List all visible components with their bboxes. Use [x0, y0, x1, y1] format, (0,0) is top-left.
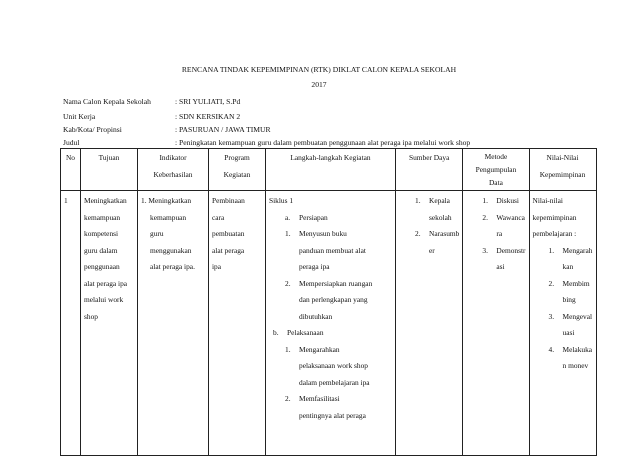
- list-number: 2.: [415, 229, 421, 238]
- meta-region: [63, 125, 271, 134]
- program-line: pembuatan: [212, 229, 245, 238]
- metode-item: 2. Wawanca: [466, 210, 525, 227]
- langkah-item: pelaksanaan work shop: [299, 361, 368, 370]
- cell-no: 1: [61, 191, 81, 456]
- langkah-item: dibutuhkan: [299, 311, 333, 321]
- tujuan-line: penggunaan: [84, 262, 120, 271]
- list-number: 2.: [285, 394, 291, 403]
- rtk-table: [60, 148, 597, 456]
- langkah-step-b: b. Pelaksanaan: [269, 325, 392, 342]
- langkah-item: dalam pembelajaran ipa: [299, 377, 370, 387]
- meta-name-label: Nama Calon Kepala Sekolah: [63, 97, 151, 106]
- nilai-item: n monev: [562, 361, 589, 370]
- cell-program: [209, 191, 266, 456]
- header-nilai: Nilai-Nilai Kepemimpinan: [529, 149, 596, 191]
- langkah-item: pentingnya alat peraga: [299, 410, 366, 420]
- meta-region-value: : PASURUAN / JAWA TIMUR: [175, 125, 271, 134]
- list-number: 1.: [285, 229, 291, 238]
- table-row: [61, 191, 597, 456]
- tujuan-line: melalui work: [84, 295, 124, 304]
- meta-region-label: Kab/Kota/ Propinsi: [63, 125, 122, 134]
- langkah-step-a: a. Persiapan: [269, 210, 392, 227]
- list-number: 4.: [548, 344, 555, 354]
- indikator-line: 1. Meningkatkan: [141, 196, 192, 205]
- cell-nilai: [529, 191, 596, 456]
- list-number: 1.: [482, 196, 488, 205]
- list-number: 1.: [285, 344, 291, 354]
- tujuan-line: shop: [84, 311, 98, 321]
- langkah-item: 2. Mempersiapkan ruangan: [269, 276, 392, 293]
- nilai-item: uasi: [562, 328, 575, 337]
- langkah-item: 2. Memfasilitasi: [269, 391, 392, 408]
- sumber-item: 1. Kepala: [399, 193, 459, 210]
- nilai-item: 3. Mengeval: [533, 309, 593, 326]
- nilai-item: kan: [562, 262, 574, 271]
- document-year: 2017: [311, 80, 327, 89]
- meta-unit: [63, 112, 240, 121]
- tujuan-line: kompetensi: [84, 229, 119, 238]
- langkah-item: dan perlengkapan yang: [299, 295, 368, 304]
- nilai-item: bing: [562, 295, 576, 304]
- nilai-item: 2. Membim: [533, 276, 593, 293]
- nilai-intro: pembelajaran :: [532, 229, 577, 238]
- tujuan-line: kemampuan: [84, 212, 121, 222]
- meta-name: [63, 97, 240, 106]
- list-number: 1.: [141, 196, 149, 205]
- langkah-item: peraga ipa: [299, 262, 330, 271]
- cell-tujuan: [81, 191, 138, 456]
- sumber-item: er: [429, 245, 435, 255]
- indikator-line: guru: [150, 229, 164, 238]
- langkah-item: panduan membuat alat: [299, 245, 366, 255]
- metode-item: 3. Demonstr: [466, 243, 525, 260]
- metode-item: 1. Diskusi: [466, 193, 525, 210]
- cell-metode: [463, 191, 529, 456]
- meta-title: [63, 138, 470, 147]
- meta-unit-value: : SDN KERSIKAN 2: [175, 112, 241, 121]
- header-sumber: Sumber Daya: [396, 149, 463, 191]
- langkah-item: 1. Mengarahkan: [269, 342, 392, 359]
- list-number: 1.: [548, 245, 555, 255]
- header-indikator: Indikator Keberhasilan: [138, 149, 209, 191]
- meta-name-value: : SRI YULIATI, S.Pd: [175, 97, 241, 106]
- sumber-item: sekolah: [429, 212, 452, 222]
- indikator-line: alat peraga ipa.: [150, 262, 195, 271]
- nilai-intro: Nilai-nilai: [532, 196, 563, 205]
- list-number: 3.: [482, 245, 488, 255]
- list-number: 2.: [482, 212, 488, 222]
- langkah-item: 1. Menyusun buku: [269, 226, 392, 243]
- cell-sumber: [396, 191, 463, 456]
- list-number: a.: [285, 212, 291, 222]
- indikator-line: menggunakan: [150, 245, 192, 255]
- cell-indikator: [138, 191, 209, 456]
- indikator-line: kemampuan: [150, 212, 187, 222]
- list-number: 3.: [548, 311, 555, 321]
- list-number: 2.: [548, 278, 555, 288]
- cell-langkah: [266, 191, 396, 456]
- tujuan-line: guru dalam: [84, 245, 118, 255]
- list-number: 2.: [285, 278, 291, 288]
- list-number: 1.: [415, 196, 421, 205]
- header-no: No: [61, 149, 81, 191]
- program-line: cara: [212, 212, 225, 222]
- metode-item: ra: [496, 229, 503, 238]
- nilai-item: 1. Mengarah: [533, 243, 593, 260]
- program-line: alat peraga: [212, 245, 245, 255]
- meta-title-value: : Peningkatan kemampuan guru dalam pembuatan penggunaan alat peraga ipa melalui work shop: [175, 138, 471, 147]
- document-title: RENCANA TINDAK KEPEMIMPINAN (RTK) DIKLAT CALON KEPALA SEKOLAH: [181, 65, 457, 74]
- header-tujuan: Tujuan: [81, 149, 138, 191]
- header-program: Program Kegiatan: [209, 149, 266, 191]
- sumber-item: 2. Narasumb: [399, 226, 459, 243]
- metode-item: asi: [496, 262, 505, 271]
- program-line: ipa: [212, 262, 222, 271]
- meta-unit-label: Unit Kerja: [63, 112, 96, 121]
- tujuan-line: alat peraga ipa: [84, 278, 128, 288]
- header-langkah: Langkah-langkah Kegiatan: [266, 149, 396, 191]
- program-line: Pembinaan: [212, 196, 245, 205]
- header-metode: Metode Pengumpulan Data: [463, 149, 529, 191]
- nilai-intro: kepemimpinan: [532, 212, 577, 222]
- list-number: b.: [273, 328, 279, 337]
- tujuan-line: Meningkatkan: [84, 196, 127, 205]
- langkah-siklus: Siklus 1: [269, 196, 294, 205]
- nilai-item: 4. Melakuka: [533, 342, 593, 359]
- meta-title-label: Judul: [63, 138, 80, 147]
- table-header-row: [61, 149, 597, 191]
